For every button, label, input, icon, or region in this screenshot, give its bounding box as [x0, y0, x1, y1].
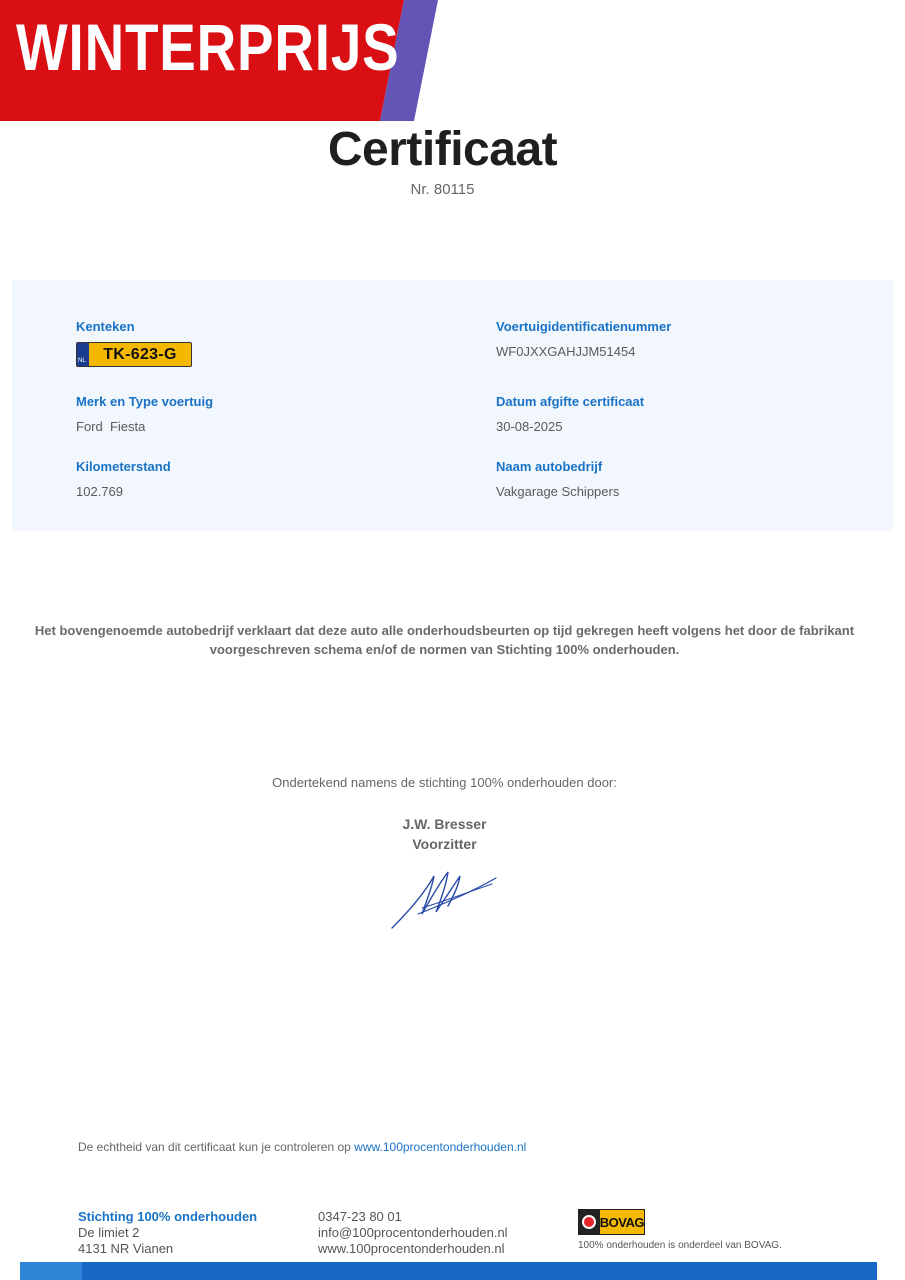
field-kilometerstand	[76, 459, 171, 500]
field-vin	[496, 319, 671, 360]
kenteken-label: Kenteken	[76, 319, 135, 334]
vehicle-info-panel	[12, 280, 893, 531]
field-autobedrijf	[496, 459, 619, 500]
field-kenteken	[76, 319, 192, 367]
field-merk	[76, 394, 213, 435]
footer-org-name: Stichting 100% onderhouden	[78, 1209, 258, 1224]
bedrijf-label: Naam autobedrijf	[496, 459, 603, 474]
footer-address-line2: 4131 NR Vianen	[78, 1241, 174, 1256]
footer-bar-main	[82, 1262, 877, 1280]
plate-country-strip	[77, 343, 89, 366]
merk-value: Ford Fiesta	[76, 419, 146, 434]
footer-email[interactable]: info@100procentonderhouden.nl	[318, 1225, 508, 1240]
signed-by-text: Ondertekend namens de stichting 100% onderhouden door:	[272, 775, 617, 790]
vin-value: WF0JXXGAHJJM51454	[496, 344, 636, 359]
km-label: Kilometerstand	[76, 459, 171, 474]
footer-address-line1: De limiet 2	[78, 1225, 140, 1240]
merk-label: Merk en Type voertuig	[76, 394, 214, 409]
footer-bar-accent	[20, 1262, 82, 1280]
license-plate	[76, 342, 192, 367]
footer-phone: 0347-23 80 01	[318, 1209, 402, 1224]
plate-country-code: NL	[78, 358, 86, 364]
kenteken-value: TK-623-G	[103, 346, 177, 363]
vin-label: Voertuigidentificatienummer	[496, 319, 672, 334]
verification-text: De echtheid van dit certificaat kun je controleren op	[78, 1140, 355, 1154]
bovag-icon	[579, 1210, 600, 1234]
datum-label: Datum afgifte certificaat	[496, 394, 645, 409]
verification-link[interactable]: www.100procentonderhouden.nl	[354, 1140, 527, 1154]
datum-value: 30-08-2025	[496, 419, 563, 434]
footer-address	[78, 1209, 257, 1257]
footer-website[interactable]: www.100procentonderhouden.nl	[318, 1241, 505, 1256]
signer-name: J.W. Bresser	[402, 816, 487, 832]
footer-contact	[318, 1209, 508, 1257]
banner-title: WINTERPRIJS	[16, 10, 400, 84]
page-title: Certificaat	[327, 123, 558, 176]
km-value: 102.769	[76, 484, 123, 499]
bovag-note: 100% onderhouden is onderdeel van BOVAG.	[578, 1240, 782, 1251]
footer-bar	[20, 1262, 877, 1280]
bedrijf-value: Vakgarage Schippers	[496, 484, 620, 499]
signature-image	[388, 862, 503, 937]
bovag-logo	[578, 1209, 645, 1235]
field-datum	[496, 394, 644, 435]
verification-line	[78, 1140, 526, 1154]
maintenance-statement: Het bovengenoemde autobedrijf verklaart dat deze auto alle onderhoudsbeurten op tijd gekregen heeft volgens het door de fabrikant voorgeschreven schema en/of de normen van Stichting 100% onderhouden.	[34, 623, 855, 657]
signer-role: Voorzitter	[412, 836, 477, 852]
winterprijs-banner	[0, 0, 440, 121]
certificate-number: Nr. 80115	[410, 181, 475, 198]
bovag-logo-text: BOVAG	[599, 1214, 644, 1230]
